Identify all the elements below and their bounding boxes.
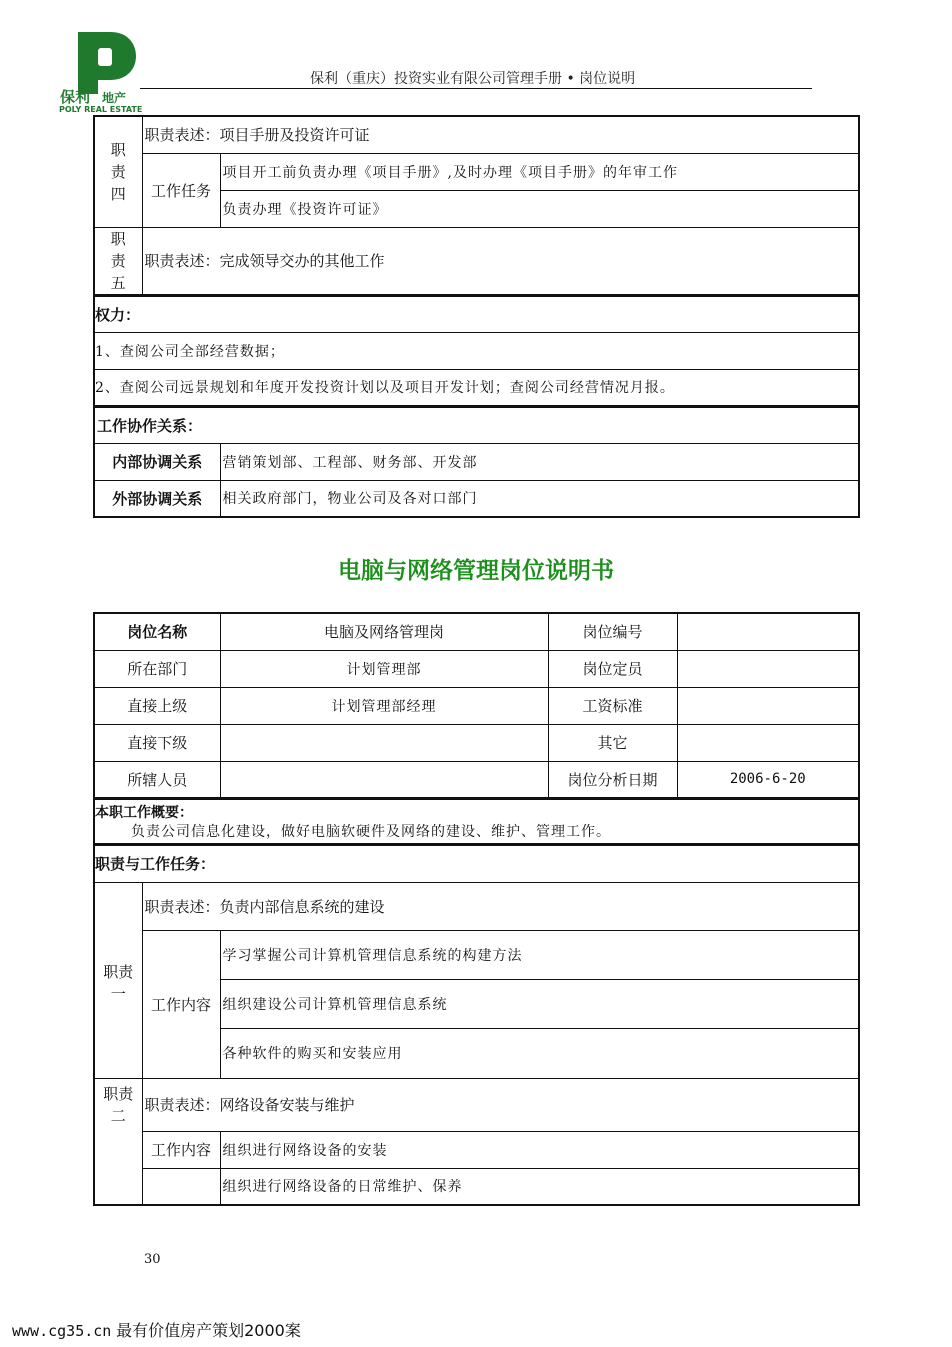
duty1-desc: 职责表述：负责内部信息系统的建设: [142, 882, 859, 930]
duty2-content-label: 工作内容: [142, 1131, 220, 1168]
job-field-value: [677, 650, 859, 687]
job-field-label: 所辖人员: [94, 761, 220, 798]
summary-heading: 本职工作概要：: [95, 804, 193, 821]
duty2-item: 组织进行网络设备的日常维护、保养: [220, 1168, 859, 1205]
duty4-task: 项目开工前负责办理《项目手册》,及时办理《项目手册》的年审工作: [220, 153, 859, 190]
duty2-item: 组织进行网络设备的安装: [220, 1131, 859, 1168]
duties-heading: 职责与工作任务：: [94, 844, 859, 882]
authority-heading: 权力：: [94, 295, 859, 332]
poly-logo: [58, 28, 148, 114]
job-field-label: 岗位名称: [94, 613, 220, 650]
summary-cell: [94, 798, 859, 844]
duty4-task-label: 工作任务: [142, 153, 220, 227]
job-field-label: 岗位定员: [548, 650, 677, 687]
job-field-label: 直接上级: [94, 687, 220, 724]
duty2-label: 职责 二: [94, 1078, 142, 1205]
external-collab-value: 相关政府部门，物业公司及各对口部门: [220, 480, 859, 517]
job-field-value: 计划管理部: [220, 650, 548, 687]
job-field-label: 岗位分析日期: [548, 761, 677, 798]
footer-url[interactable]: www.cg35.cn: [12, 1322, 112, 1340]
duty2-desc: 职责表述：网络设备安装与维护: [142, 1078, 859, 1131]
doc-title: 电脑与网络管理岗位说明书: [338, 558, 614, 584]
duty1-label: 职责 一: [94, 882, 142, 1078]
duty1-content-label: 工作内容: [142, 930, 220, 1078]
footer-slogan: 最有价值房产策划2000案: [116, 1321, 301, 1340]
duty5-desc: 职责表述：完成领导交办的其他工作: [142, 227, 859, 295]
duty4-label: 职 责 四: [94, 116, 142, 227]
job-field-value: [220, 724, 548, 761]
svg-text:POLY REAL ESTATE: POLY REAL ESTATE: [59, 105, 143, 114]
authority-item: 1、查阅公司全部经营数据；: [94, 332, 859, 369]
duty1-item: 组织建设公司计算机管理信息系统: [220, 979, 859, 1028]
duty1-item: 学习掌握公司计算机管理信息系统的构建方法: [220, 930, 859, 979]
header-title: 保利（重庆）投资实业有限公司管理手册 • 岗位说明: [310, 71, 636, 87]
job-description-table: [93, 612, 860, 1206]
job-field-value: [220, 761, 548, 798]
svg-text:保利: 保利: [60, 88, 91, 106]
job-field-value: [677, 687, 859, 724]
duty4-task: 负责办理《投资许可证》: [220, 190, 859, 227]
job-field-label: 工资标准: [548, 687, 677, 724]
analysis-date: 2006-6-20: [677, 761, 859, 798]
internal-collab-value: 营销策划部、工程部、财务部、开发部: [220, 443, 859, 480]
collab-heading: 工作协作关系：: [94, 406, 859, 443]
duty1-item: 各种软件的购买和安装应用: [220, 1028, 859, 1078]
internal-collab-label: 内部协调关系: [94, 443, 220, 480]
job-field-label: 其它: [548, 724, 677, 761]
duty2-content-label-continued: [142, 1168, 220, 1205]
job-field-label: 所在部门: [94, 650, 220, 687]
job-field-label: 岗位编号: [548, 613, 677, 650]
job-field-value: [677, 724, 859, 761]
svg-text:地产: 地产: [102, 91, 127, 105]
authority-item: 2、查阅公司远景规划和年度开发投资计划以及项目开发计划；查阅公司经营情况月报。: [94, 369, 859, 406]
job-field-value: 计划管理部经理: [220, 687, 548, 724]
prev-job-table: [93, 115, 860, 518]
job-field-value: 电脑及网络管理岗: [220, 613, 548, 650]
page-number: 30: [144, 1252, 161, 1267]
footer: [12, 1318, 301, 1341]
job-field-label: 直接下级: [94, 724, 220, 761]
job-field-value: [677, 613, 859, 650]
header-rule: [140, 88, 812, 89]
duty5-label: 职 责 五: [94, 227, 142, 295]
duty4-desc: 职责表述：项目手册及投资许可证: [142, 116, 859, 153]
external-collab-label: 外部协调关系: [94, 480, 220, 517]
summary-text: 负责公司信息化建设，做好电脑软硬件及网络的建设、维护、管理工作。: [131, 823, 611, 840]
